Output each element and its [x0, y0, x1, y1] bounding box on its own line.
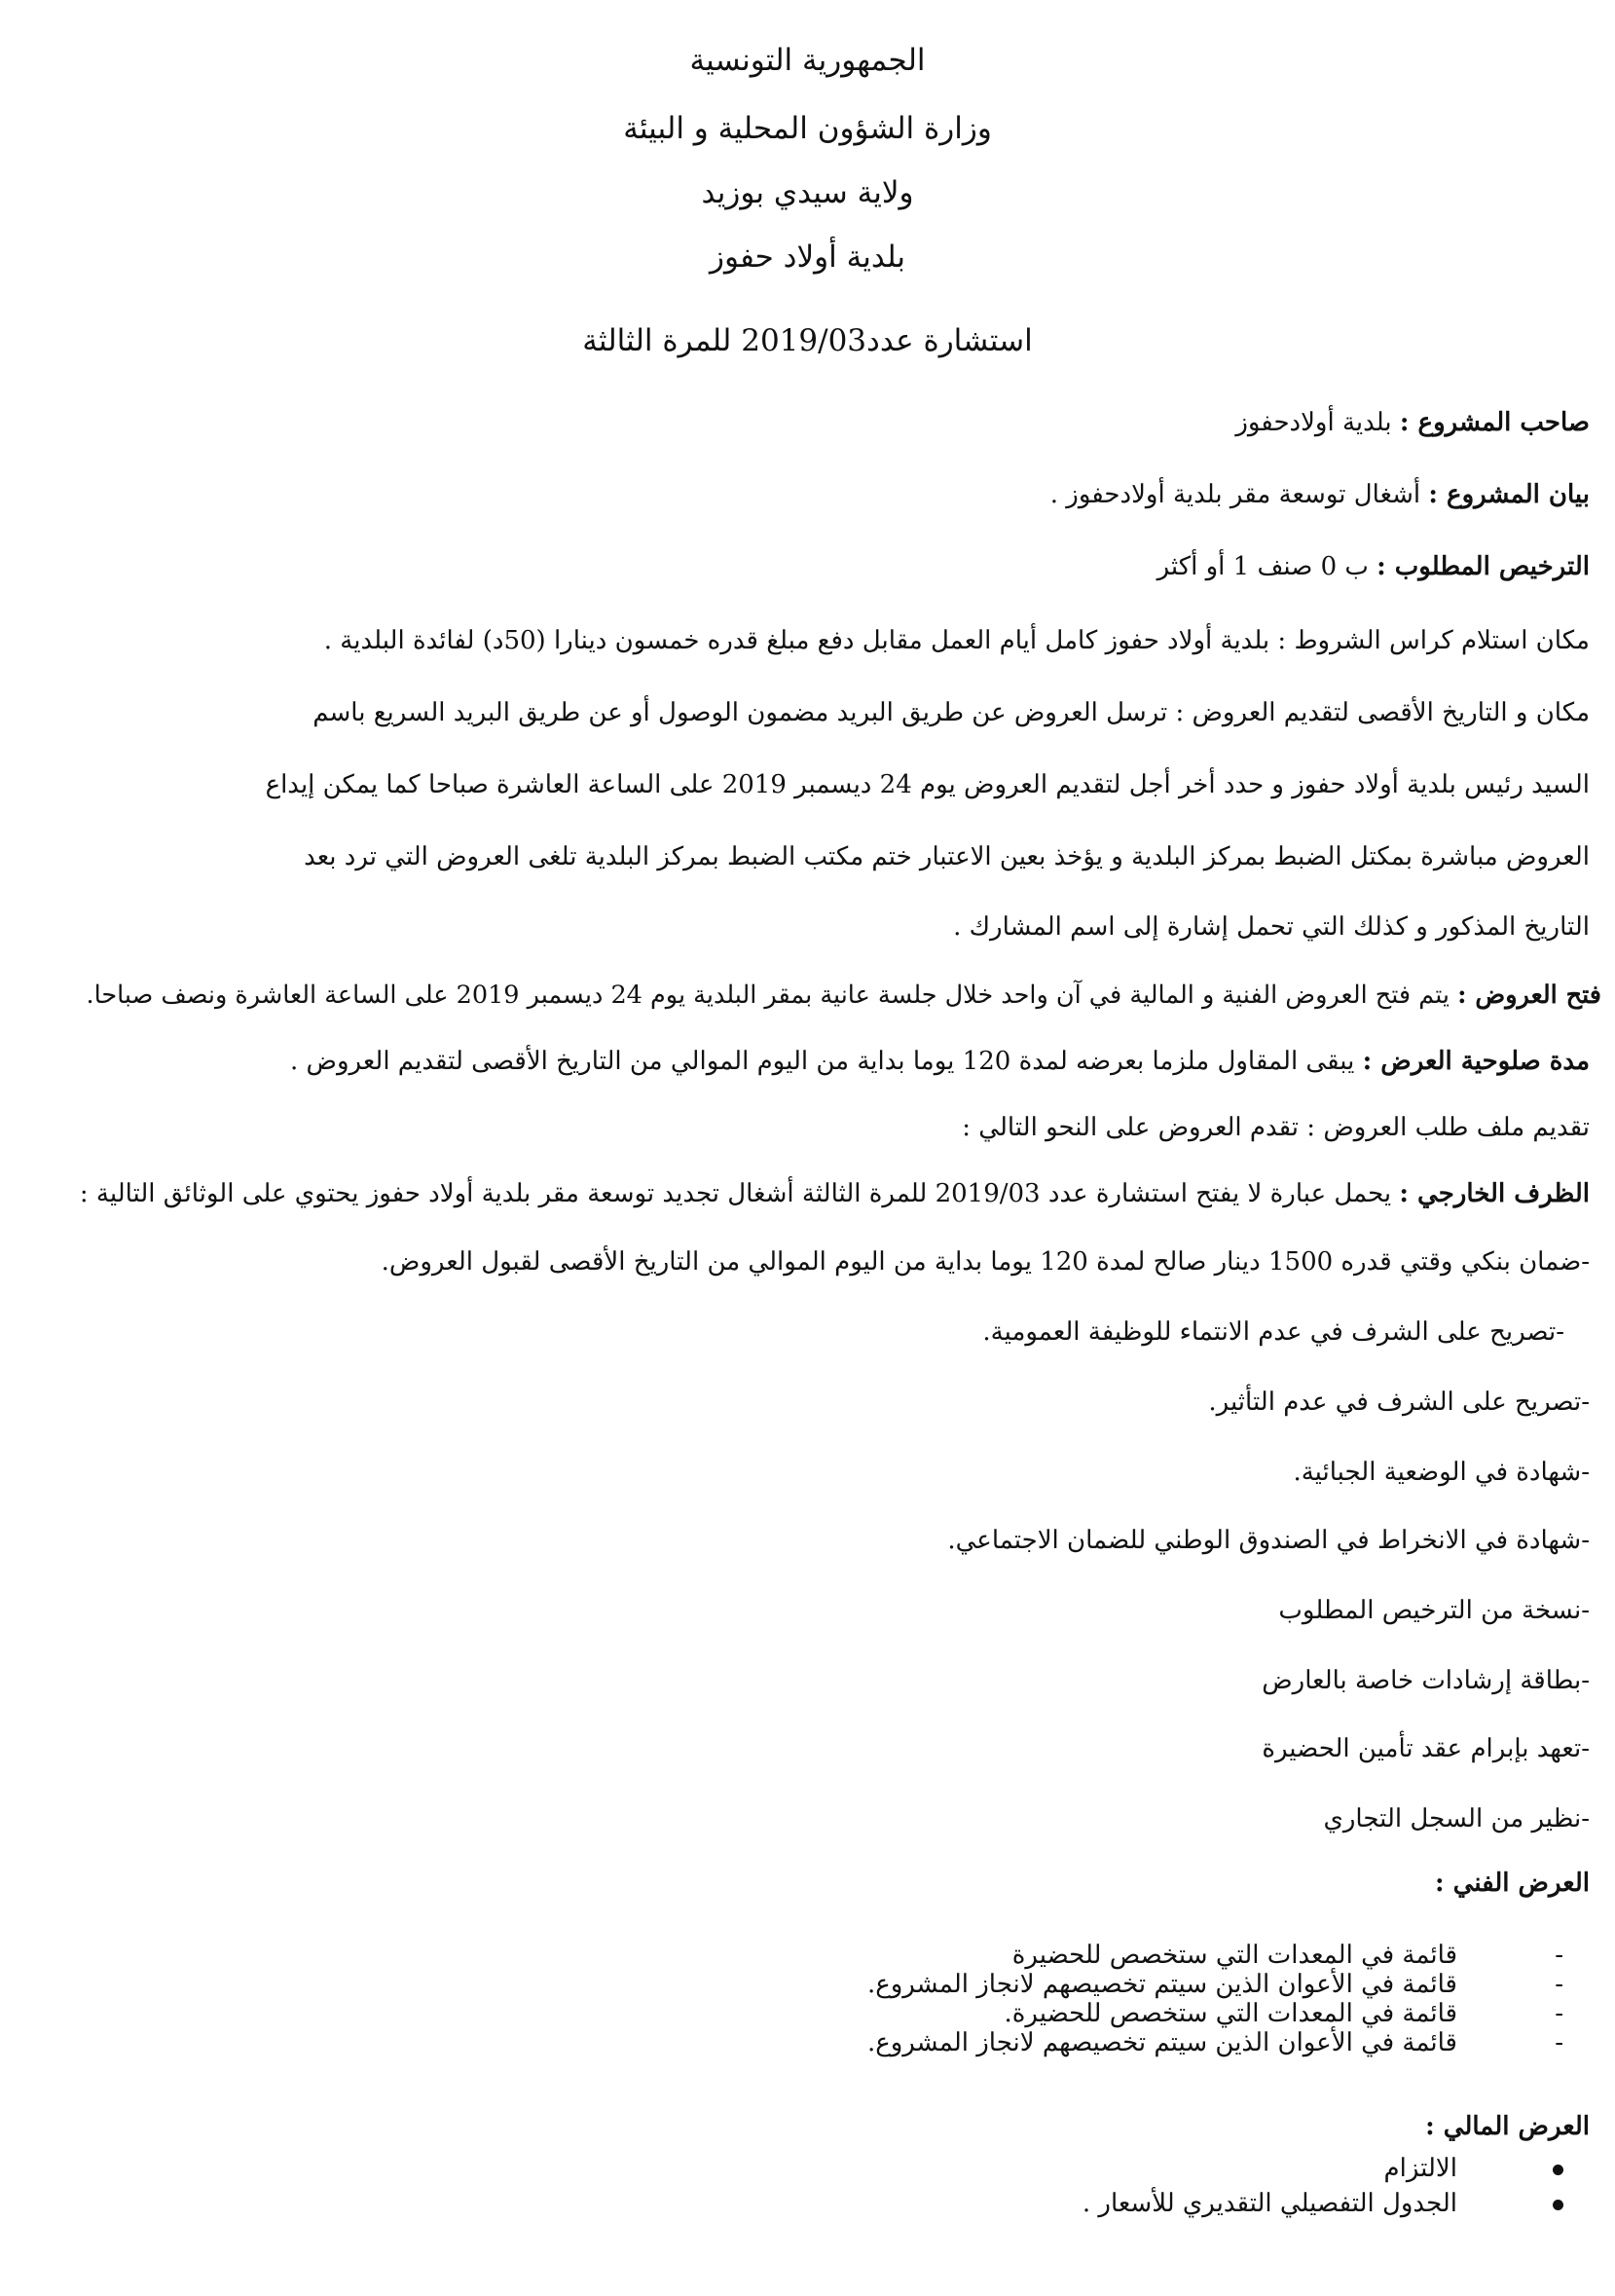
document-item: -نظير من السجل التجاري: [1323, 1804, 1590, 1833]
dash-marker: -: [1555, 2028, 1563, 2057]
offer-validity-value: يبقى المقاول ملزما بعرضه لمدة 120 يوما بداية من اليوم الموالي من التاريخ الأقصى لتقديم العروض .: [289, 1047, 1363, 1076]
bullet-icon: [1553, 2200, 1563, 2210]
header-municipality: بلدية أولاد حفوز: [709, 240, 905, 275]
financial-offer-item-text: الجدول التفصيلي التقديري للأسعار .: [1082, 2189, 1457, 2218]
technical-offer-title: العرض الفني :: [1435, 1869, 1590, 1898]
submission-instructions: تقديم ملف طلب العروض : تقدم العروض على النحو التالي :: [962, 1113, 1590, 1142]
document-item: -شهادة في الوضعية الجبائية.: [1293, 1458, 1590, 1487]
bid-opening-label: فتح العروض :: [1457, 981, 1601, 1010]
specs-pickup-place: مكان استلام كراس الشروط : بلدية أولاد حفوز كامل أيام العمل مقابل دفع مبلغ قدره خمسون دينارا (50د) لفائدة البلدية .: [323, 626, 1590, 655]
technical-offer-item-text: قائمة في الأعوان الذين سيتم تخصيصهم لانجاز المشروع.: [866, 2028, 1457, 2057]
required-license-value: ب 0 صنف 1 أو أكثر: [1156, 552, 1377, 581]
document-item: -ضمان بنكي وقتي قدره 1500 دينار صالح لمدة 120 يوما بداية من اليوم الموالي من التاريخ الأقصى لقبول العروض.: [381, 1247, 1590, 1277]
dash-marker: -: [1555, 1970, 1563, 1999]
outer-envelope-value: يحمل عبارة لا يفتح استشارة عدد 2019/03 للمرة الثالثة أشغال تجديد توسعة مقر بلدية أولاد حفوز يحتوي على الوثائق التالية :: [79, 1179, 1400, 1208]
document-item: -شهادة في الانخراط في الصندوق الوطني للضمان الاجتماعي.: [947, 1526, 1590, 1555]
project-description-label: بيان المشروع :: [1428, 480, 1590, 509]
bid-opening: [5, 978, 1601, 1013]
required-license-label: الترخيص المطلوب :: [1376, 552, 1590, 581]
header-ministry: وزارة الشؤون المحلية و البيئة: [623, 111, 992, 146]
technical-offer-item-text: قائمة في المعدات التي ستخصص للحضيرة.: [1004, 1999, 1457, 2028]
header-governorate: ولاية سيدي بوزيد: [701, 175, 914, 210]
outer-envelope: [32, 1176, 1590, 1211]
document-title: استشارة عدد2019/03 للمرة الثالثة: [582, 323, 1033, 358]
project-description: [32, 477, 1590, 512]
offer-validity-label: مدة صلوحية العرض :: [1362, 1047, 1590, 1076]
document-item: -نسخة من الترخيص المطلوب: [1278, 1596, 1590, 1625]
bid-opening-value: يتم فتح العروض الفنية و المالية في آن واحد خلال جلسة عانية بمقر البلدية يوم 24 ديسمبر 2019 على الساعة العاشرة ونصف صباحا.: [86, 981, 1458, 1010]
financial-offer-title: العرض المالي :: [1425, 2112, 1590, 2141]
document-item: -تعهد بإبرام عقد تأمين الحضيرة: [1262, 1734, 1590, 1763]
project-owner-value: بلدية أولادحفوز: [1235, 408, 1400, 437]
financial-offer-item-text: الالتزام: [1383, 2154, 1457, 2183]
project-description-value: أشغال توسعة مقر بلدية أولادحفوز .: [1049, 480, 1429, 509]
project-owner-label: صاحب المشروع :: [1399, 408, 1590, 437]
outer-envelope-label: الظرف الخارجي :: [1399, 1179, 1590, 1208]
deadline-line-2: السيد رئيس بلدية أولاد حفوز و حدد أخر أجل لتقديم العروض يوم 24 ديسمبر 2019 على الساعة العاشرة صباحا كما يمكن إيداع: [265, 770, 1590, 799]
header-republic: الجمهورية التونسية: [689, 43, 926, 78]
deadline-line-1: مكان و التاريخ الأقصى لتقديم العروض : ترسل العروض عن طريق البريد مضمون الوصول أو عن طريق البريد السريع باسم: [312, 698, 1590, 727]
document-item: -تصريح على الشرف في عدم الانتماء للوظيفة العمومية.: [982, 1317, 1564, 1347]
dash-marker: -: [1555, 1941, 1563, 1970]
technical-offer-item-text: قائمة في الأعوان الذين سيتم تخصيصهم لانجاز المشروع.: [866, 1970, 1457, 1999]
project-owner: [32, 405, 1590, 440]
required-license: [32, 549, 1590, 584]
deadline-line-4: التاريخ المذكور و كذلك التي تحمل إشارة إلى اسم المشارك .: [953, 912, 1590, 942]
document-item: -بطاقة إرشادات خاصة بالعارض: [1262, 1666, 1590, 1695]
dash-marker: -: [1555, 1999, 1563, 2028]
deadline-line-3: العروض مباشرة بمكتل الضبط بمركز البلدية و يؤخذ بعين الاعتبار ختم مكتب الضبط بمركز البلدية تلغى العروض التي ترد بعد: [304, 842, 1590, 871]
offer-validity: [32, 1044, 1590, 1079]
bullet-icon: [1553, 2165, 1563, 2175]
technical-offer-item-text: قائمة في المعدات التي ستخصص للحضيرة: [1011, 1941, 1457, 1970]
document-item: -تصريح على الشرف في عدم التأثير.: [1208, 1388, 1590, 1417]
